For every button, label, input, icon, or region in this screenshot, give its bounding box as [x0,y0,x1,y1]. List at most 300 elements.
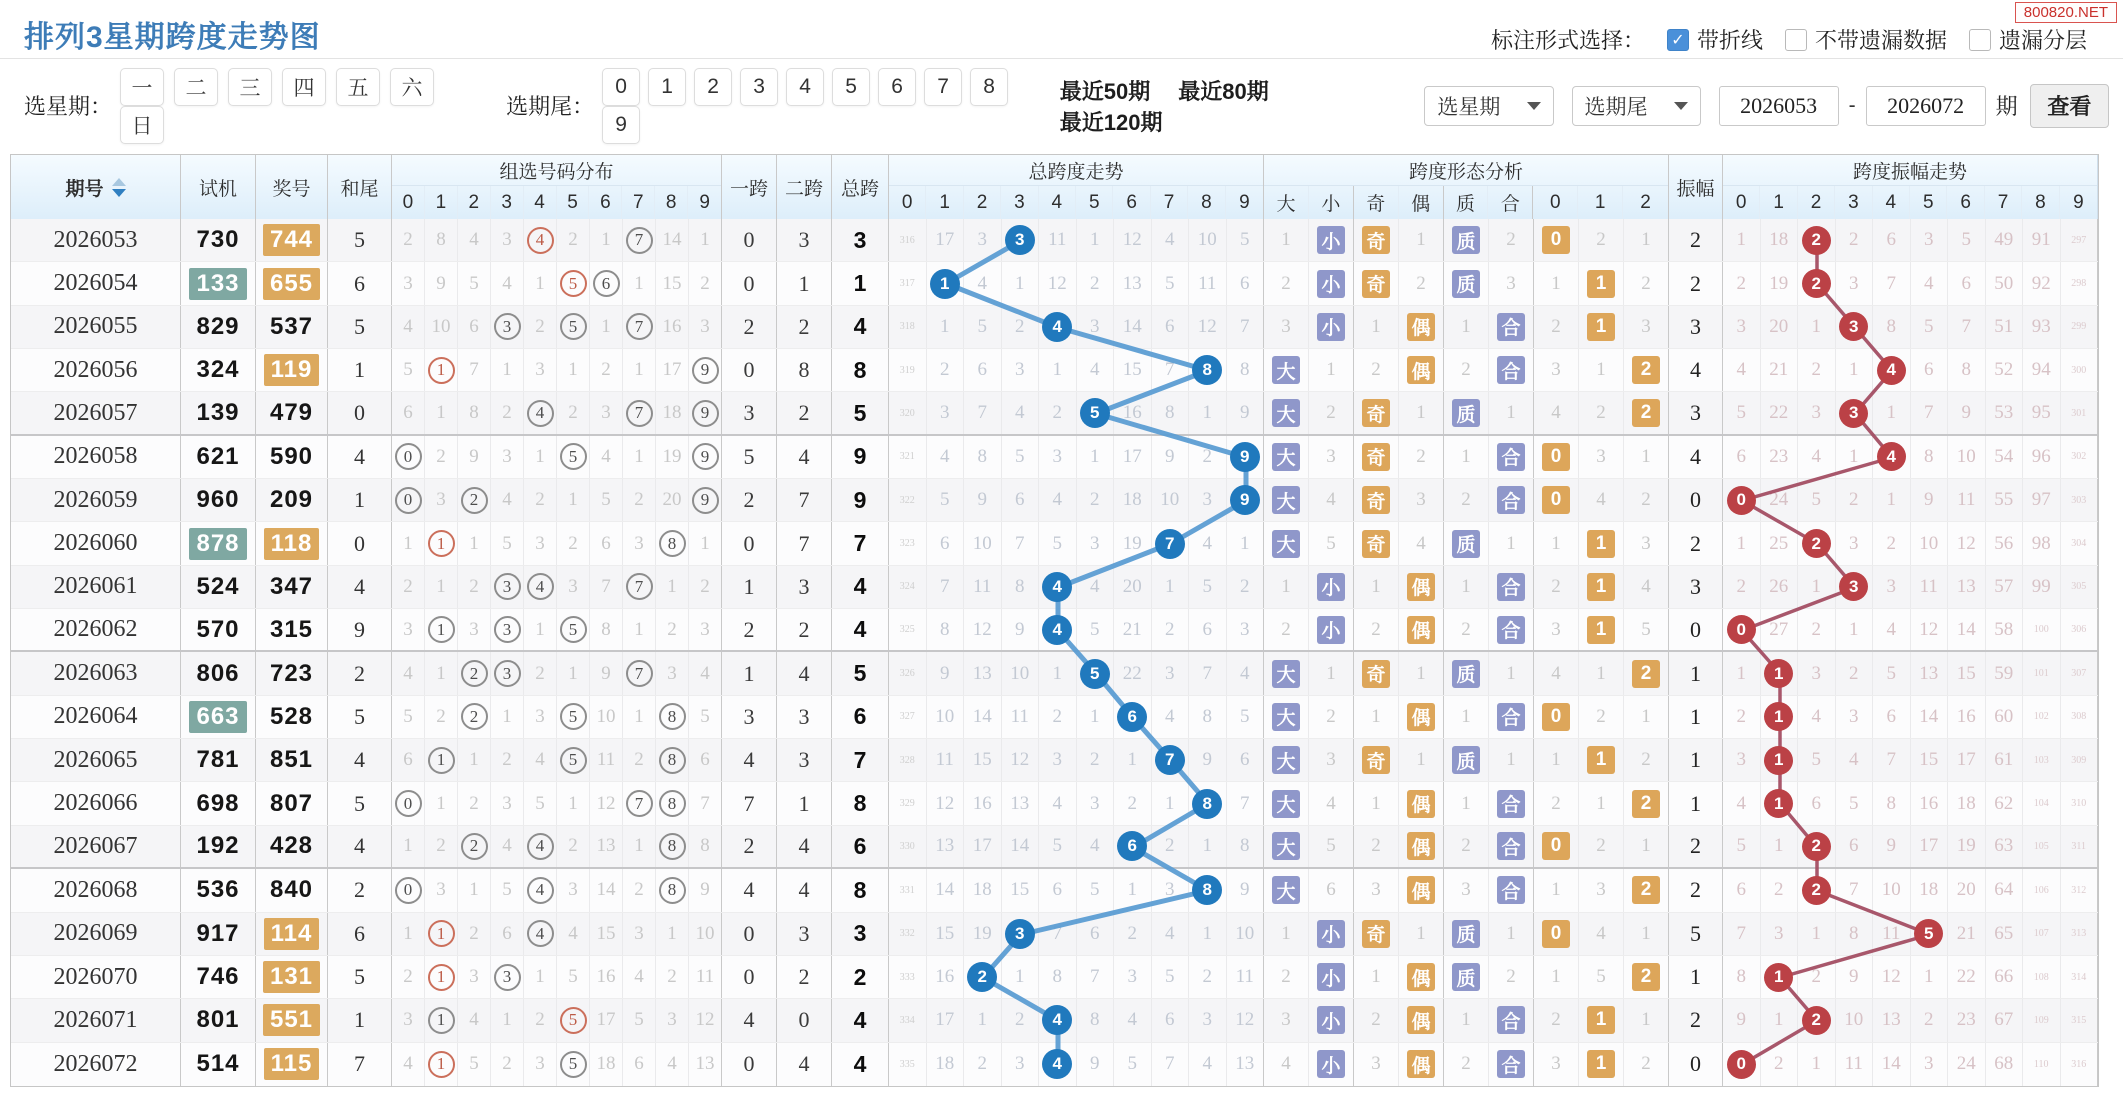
distribution-cell [524,566,557,608]
view-button[interactable]: 查看 [2030,84,2109,128]
distribution-cell [689,392,722,433]
distribution-cell [491,436,524,478]
distribution-cell [590,609,623,650]
pattern-cell [1444,999,1489,1041]
span-trend-cell [964,306,1002,348]
miss-count: 14 [662,229,682,251]
miss-count: 1 [634,359,644,381]
winning-number-cell [256,219,328,261]
sum-tail-cell [328,219,392,261]
pattern-cell [1624,566,1669,608]
miss-count: 3 [1506,272,1516,294]
pattern-badge: 合 [1497,1050,1525,1078]
miss-count: 3 [535,359,545,381]
total-span-cell [832,826,889,867]
distribution-cell [425,869,458,911]
amp-trend-cell [1798,219,1836,261]
amp-trend-cell [1986,826,2024,867]
pattern-badge: 2 [1632,790,1660,818]
period-cell [11,739,181,781]
distribution-cell [689,566,722,608]
miss-count: 2 [1281,966,1291,988]
amp-trend-cell [1798,436,1836,478]
pattern-cell [1624,522,1669,564]
distribution-cell [491,869,524,911]
pattern-cell [1534,609,1579,650]
span-trend-cell [1227,956,1265,998]
miss-count: 2 [535,315,545,337]
tail-button-6[interactable]: 6 [878,68,916,106]
span-trend-cell [1189,739,1227,781]
amp-trend-cell [1836,999,1874,1041]
pattern-cell [1489,262,1534,304]
amp-trend-cell [1948,566,1986,608]
trend-digit-header: 0 [889,186,926,219]
chevron-down-icon [1674,102,1688,110]
amp-trend-cell [1761,262,1799,304]
long-miss-count: 107 [2033,928,2049,940]
checkbox-unchecked-icon[interactable] [1969,29,1991,51]
distribution-cell [425,306,458,348]
trial-number-cell [181,1043,256,1086]
distribution-cell [623,522,656,564]
week-select-dropdown[interactable]: 选星期 [1424,86,1553,126]
span-trend-cell [964,1043,1002,1086]
amplitude-value: 2 [1690,530,1701,556]
sum-tail-cell [328,999,392,1041]
tail-button-3[interactable]: 3 [740,68,778,106]
miss-count: 1 [1811,922,1821,944]
amp-trend-cell [1911,349,1949,391]
distribution-cell [623,739,656,781]
miss-count: 18 [1956,792,1976,814]
distribution-cell [557,956,590,998]
miss-count: 11 [1198,272,1217,294]
amp-trend-cell [1986,696,2024,738]
span-trend-cell [964,869,1002,911]
period-cell [11,782,181,824]
pattern-badge: 2 [1632,356,1660,384]
distribution-cell [524,652,557,694]
miss-count: 1 [535,445,545,467]
checkbox-unchecked-icon[interactable] [1785,29,1807,51]
distribution-cell [557,999,590,1041]
miss-count: 5 [634,1009,644,1031]
table-row [11,696,2098,739]
pattern-cell [1534,522,1579,564]
span-trend-cell [1077,522,1115,564]
amp-trend-cell [1986,869,2024,911]
span2-cell [777,392,832,433]
pattern-cell [1579,566,1624,608]
miss-count: 1 [1924,966,1934,988]
dist-digit-header: 3 [491,186,524,219]
miss-count: 7 [1886,272,1896,294]
trial-number: 514 [196,1050,240,1078]
miss-count: 2 [535,662,545,684]
miss-count: 3 [1849,705,1859,727]
miss-count: 3 [469,618,479,640]
period-value: 2026071 [53,1006,138,1033]
sum-tail-cell [328,262,392,304]
winning-number: 428 [269,832,314,860]
miss-count: 10 [1235,922,1255,944]
pattern-cell [1579,349,1624,391]
miss-count: 4 [1015,402,1025,424]
miss-count: 2 [1811,966,1821,988]
pattern-cell [1624,869,1669,911]
miss-count: 21 [1122,618,1142,640]
miss-count: 19 [972,922,992,944]
miss-count: 2 [568,532,578,554]
hit-digit-circle: 2 [461,833,488,860]
amp-trend-cell [1723,956,1761,998]
week-button-一[interactable]: 一 [120,68,164,106]
period-from-input[interactable] [1719,86,1839,126]
period-value: 2026067 [53,832,138,859]
amp-trend-cell [1836,869,1874,911]
distribution-cell [689,306,722,348]
span-trend-cell [1189,219,1227,261]
period-to-input[interactable] [1866,86,1986,126]
total-span-cell [832,522,889,564]
miss-count: 9 [1924,489,1934,511]
miss-count: 7 [1165,359,1175,381]
annotation-option-0[interactable] [1667,24,1763,55]
miss-count: 20 [1769,315,1789,337]
miss-count: 3 [1371,879,1381,901]
hit-digit-circle: 4 [527,400,554,427]
pattern-cell [1354,956,1399,998]
week-filter-label: 选星期： [24,94,113,119]
tail-button-1[interactable]: 1 [648,68,686,106]
tail-select-dropdown[interactable]: 选期尾 [1572,86,1701,126]
pattern-cell [1309,349,1354,391]
distribution-cell [557,826,590,867]
miss-count: 5 [1924,315,1934,337]
miss-count: 3 [1886,575,1896,597]
total-span-value: 9 [853,486,867,513]
sort-icon[interactable] [112,178,126,197]
distribution-cell [491,652,524,694]
amp-trend-cell [1836,262,1874,304]
span-trend-point: 4 [1042,1049,1072,1079]
pattern-cell [1579,306,1624,348]
amp-trend-cell [1948,652,1986,694]
miss-count: 1 [634,272,644,294]
miss-count: 6 [1886,229,1896,251]
recent-range-link-1[interactable]: 最近80期 [1178,78,1269,104]
amp-trend-cell [2061,956,2099,998]
span1-cell [722,913,777,955]
total-span-value: 8 [853,876,867,903]
week-button-五[interactable]: 五 [336,68,380,106]
miss-count: 1 [1416,922,1426,944]
amp-trend-point: 2 [1802,876,1831,905]
miss-count: 1 [1416,662,1426,684]
recent-range-link-2[interactable]: 最近120期 [1059,109,1163,135]
span-trend-cell [1227,479,1265,521]
winning-number: 528 [269,702,314,730]
sum-tail-value: 0 [354,400,365,426]
miss-count: 9 [1886,835,1896,857]
amplitude-cell [1669,219,1723,261]
miss-count: 63 [1994,835,2014,857]
span-trend-point: 6 [1117,831,1147,861]
span-trend-cell [1189,349,1227,391]
span2-cell [777,739,832,781]
pattern-badge: 偶 [1407,356,1435,384]
miss-count: 3 [568,575,578,597]
miss-count: 9 [1240,402,1250,424]
hit-digit-circle: 4 [527,920,554,947]
span-trend-cell [927,869,965,911]
tail-button-2[interactable]: 2 [694,68,732,106]
pattern-cell [1354,219,1399,261]
pattern-cell [1309,306,1354,348]
distribution-cell [557,392,590,433]
span2-cell [777,479,832,521]
amp-trend-cell [1798,522,1836,564]
miss-count: 1 [1281,229,1291,251]
trial-number: 324 [196,356,240,384]
miss-count: 2 [1281,618,1291,640]
miss-count: 4 [403,662,413,684]
distribution-cell [458,522,491,564]
span-trend-cell [1039,522,1077,564]
long-miss-count: 316 [2071,1058,2087,1070]
total-span-value: 8 [853,356,867,383]
amplitude-value: 0 [1690,487,1701,513]
pattern-cell [1489,782,1534,824]
miss-count: 5 [1052,532,1062,554]
span-trend-point: 4 [1042,615,1072,645]
amp-trend-cell [1761,869,1799,911]
pattern-cell [1534,739,1579,781]
distribution-cell [491,739,524,781]
sum-tail-cell [328,913,392,955]
miss-count: 3 [1811,402,1821,424]
miss-count: 7 [977,402,987,424]
miss-count: 13 [1122,272,1142,294]
amp-trend-cell [1761,349,1799,391]
miss-count: 6 [1924,359,1934,381]
checkbox-checked-icon[interactable]: ✓ [1667,29,1689,51]
winning-number-cell [256,739,328,781]
pattern-cell [1624,956,1669,998]
recent-range-link-0[interactable]: 最近50期 [1059,78,1151,104]
miss-count: 1 [940,315,950,337]
amp-digit-header: 0 [1723,186,1760,219]
tail-button-5[interactable]: 5 [832,68,870,106]
distribution-cell [689,913,722,955]
pattern-col-header: 合 [1488,186,1533,219]
table-row [11,913,2098,956]
amp-trend-cell [1911,739,1949,781]
amp-trend-cell [1761,566,1799,608]
period-value: 2026068 [53,876,138,903]
trial-number-cell [181,696,256,738]
amp-trend-cell [1986,522,2024,564]
week-button-日[interactable]: 日 [120,106,164,144]
amp-trend-cell [1873,739,1911,781]
tail-buttons [602,68,1060,144]
miss-count: 1 [667,575,677,597]
pattern-cell [1399,782,1444,824]
pattern-cell [1309,782,1354,824]
trend-digit-header: 2 [964,186,1001,219]
amp-trend-cell [1836,913,1874,955]
pattern-cell [1309,436,1354,478]
amp-trend-cell [1723,869,1761,911]
tail-button-9[interactable]: 9 [602,106,640,144]
miss-count: 3 [1326,445,1336,467]
pattern-col-header: 小 [1309,186,1354,219]
hit-digit-circle: 4 [527,833,554,860]
span-trend-cell [889,392,927,433]
miss-count: 2 [568,402,578,424]
miss-count: 10 [972,532,992,554]
long-miss-count: 323 [899,538,915,550]
amp-trend-cell [2061,913,2099,955]
amp-trend-point: 2 [1802,529,1831,558]
amp-trend-cell [1911,522,1949,564]
week-button-三[interactable]: 三 [228,68,272,106]
span-trend-cell [889,999,927,1041]
span-trend-cell [964,826,1002,867]
miss-count: 16 [1122,402,1142,424]
winning-number: 114 [264,918,320,950]
amp-trend-cell [1911,999,1949,1041]
pattern-badge: 1 [1587,746,1615,774]
miss-count: 2 [1849,489,1859,511]
pattern-cell [1579,913,1624,955]
span1-value: 1 [743,660,755,686]
miss-count: 1 [1551,879,1561,901]
miss-count: 1 [469,749,479,771]
miss-count: 4 [601,445,611,467]
span-trend-cell [1152,782,1190,824]
miss-count: 3 [1090,532,1100,554]
amplitude-value: 1 [1690,660,1701,686]
pattern-cell [1534,869,1579,911]
pattern-cell [1264,869,1309,911]
amp-digit-header: 5 [1910,186,1947,219]
amp-trend-cell [1723,826,1761,867]
miss-count: 5 [1736,402,1746,424]
hit-digit-circle: 8 [659,747,686,774]
pattern-cell [1579,869,1624,911]
distribution-cell [623,696,656,738]
tail-button-0[interactable]: 0 [602,68,640,106]
distribution-cell [623,782,656,824]
amp-digit-header: 4 [1873,186,1910,219]
pattern-cell [1399,522,1444,564]
span-trend-cell [1039,436,1077,478]
span-trend-cell [889,349,927,391]
distribution-cell [392,696,425,738]
winning-number: 655 [263,268,320,300]
miss-count: 1 [1596,359,1606,381]
amp-trend-point: 1 [1764,963,1793,992]
miss-count: 9 [1165,445,1175,467]
long-miss-count: 333 [899,971,915,983]
hit-digit-circle: 0 [395,443,422,470]
miss-count: 10 [935,705,955,727]
amplitude-cell [1669,306,1723,348]
pattern-badge: 合 [1497,876,1525,904]
miss-count: 3 [1281,315,1291,337]
amp-trend-cell [1761,479,1799,521]
hit-digit-circle: 2 [461,660,488,687]
miss-count: 17 [1956,749,1976,771]
pattern-cell [1489,696,1534,738]
miss-count: 5 [469,272,479,294]
hit-digit-circle: 9 [692,443,719,470]
long-miss-count: 104 [2033,798,2049,810]
dist-digit-header: 2 [458,186,491,219]
miss-count: 2 [1461,618,1471,640]
total-span-cell [832,566,889,608]
annotation-option-1[interactable] [1785,24,1947,55]
miss-count: 5 [1596,966,1606,988]
dist-digit-header: 6 [589,186,622,219]
miss-count: 1 [502,1009,512,1031]
miss-count: 2 [1736,575,1746,597]
amp-trend-cell [1873,826,1911,867]
amplitude-cell [1669,782,1723,824]
tail-button-7[interactable]: 7 [924,68,962,106]
pattern-cell [1624,999,1669,1041]
span2-cell [777,826,832,867]
span-trend-cell [1039,219,1077,261]
annotation-option-2[interactable] [1969,24,2087,55]
span1-cell [722,392,777,433]
amplitude-cell [1669,522,1723,564]
week-button-六[interactable]: 六 [390,68,434,106]
amp-trend-cell [1948,436,1986,478]
miss-count: 3 [1202,489,1212,511]
amp-trend-cell [1873,696,1911,738]
span1-value: 1 [743,573,755,599]
miss-count: 12 [1956,532,1976,554]
miss-count: 3 [1924,1053,1934,1075]
week-button-四[interactable]: 四 [282,68,326,106]
trend-digit-header: 6 [1113,186,1150,219]
miss-count: 4 [1596,922,1606,944]
week-button-二[interactable]: 二 [174,68,218,106]
pattern-cell [1534,956,1579,998]
span-trend-cell [1189,956,1227,998]
pattern-cell [1624,436,1669,478]
miss-count: 7 [1961,315,1971,337]
distribution-cell [458,1043,491,1086]
amplitude-cell [1669,826,1723,867]
amp-trend-cell [1836,479,1874,521]
pattern-cell [1534,696,1579,738]
tail-button-4[interactable]: 4 [786,68,824,106]
tail-button-8[interactable]: 8 [970,68,1008,106]
miss-count: 2 [667,618,677,640]
amp-trend-cell [1761,826,1799,867]
trend-table [10,154,2099,1087]
column-header-period[interactable]: 期号 [11,155,181,219]
pattern-cell [1309,609,1354,650]
span-trend-cell [964,782,1002,824]
amp-trend-cell [2061,869,2099,911]
miss-count: 9 [1090,1053,1100,1075]
amp-trend-cell [1723,219,1761,261]
